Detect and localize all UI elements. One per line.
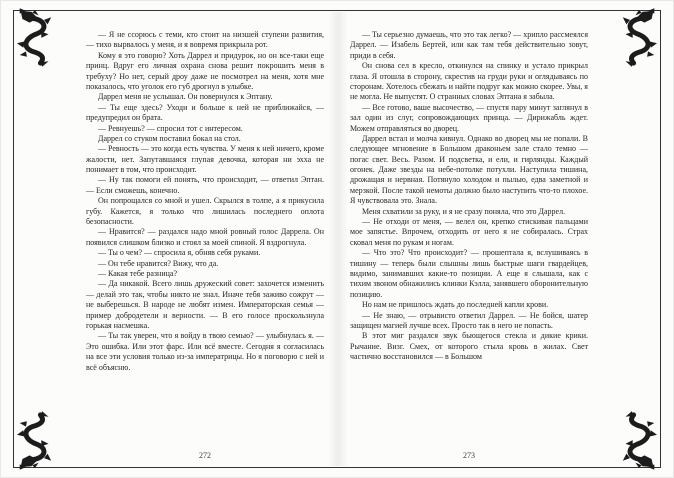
page-left xyxy=(86,30,324,460)
paragraph: В этот миг раздался звук бьющегося стекла и дикие крики. Рычание. Визг. Смех, от которого стыла кровь в жилах. Свет частично восстановился — в Большом xyxy=(350,331,588,362)
paragraph: — Ты о чем? — спросила я, обняв себя руками. xyxy=(98,248,261,258)
page-right-text xyxy=(350,30,588,446)
paragraph: Но нам не пришлось ждать до последней капли крови. xyxy=(362,300,549,310)
paragraph: — Ты серьезно думаешь, что это так легко? — хрипло рассмеялся Даррел. — Изабель Бертей, или как там тебя действительно зовут, приди в себя. xyxy=(350,30,588,60)
paragraph: — Ну так помоги ей понять, что происходит, — ответил Эптан. — Если сможешь, конечно. xyxy=(86,175,324,195)
dragon-ornament-top-left-icon xyxy=(17,7,53,67)
dragon-ornament-top-right-icon xyxy=(621,7,657,67)
paragraph: — Нравится? — раздался надо мной ровный голос Даррела. Он появился слишком близко и стоял за моей спиной. Я вздрогнула. xyxy=(86,227,324,247)
paragraph: Кому я это говорю? Хоть Даррел и придурок, но он все-таки еще принц. Вдруг его личная охрана снова решит покрошить меня в требуху? Но нет, серый дроу даже не посмотрел на меня, хотя мне показалось, что уголок его губ дрогнул в улыбке. xyxy=(86,50,324,91)
paragraph: — Ревность — это когда есть чувства. У меня к ней ничего, кроме жалости, нет. Запутавшаяся глупая девочка, которая ни эхха не понимает в том, что происходит. xyxy=(86,144,324,175)
paragraph: — Ревнуешь? — спросил тот с интересом. xyxy=(98,123,243,133)
paragraph: Даррел со стуком поставил бокал на стол. xyxy=(98,133,241,143)
paragraph: — Он тебе нравится? Вижу, что да. xyxy=(98,258,219,268)
dragon-ornament-bottom-left-icon xyxy=(17,411,53,471)
page-gutter xyxy=(328,12,348,466)
paragraph: Даррел встал и молча кивнул. Однако во дворец мы не попали. В следующее мгновение в Большом драконьем зале стало темно — погас свет. Весь. Разом. И подсветка, и ели, и гирлянды. Каждый огонек. Даже звезды на небе-потолке потухли. Наступила тишина, дрожащая и нервная. Потянуло холодом и пылью, едва заметной и мерзкой. После такой немоты должно было наступить что-то плохое. Я чувствовала это. Знала. xyxy=(350,133,588,206)
paragraph: — Все готово, ваше высочество, — спустя пару минут заглянул в зал один из слуг, сопровождающих принца. — Дирижабль ждет. Можем отправляться во дворец. xyxy=(350,102,588,133)
paragraph: — Ты так уверен, что я войду в твою семью? — улыбнулась я. — Это ошибка. Или этот фарс. Или всё вместе. Сегодня я согласилась на все эти условия только из-за императрицы. Но я поговорю с ней и всё объясню. xyxy=(86,331,324,372)
paragraph: — Какая тебе разница? xyxy=(98,268,177,278)
paragraph: — Что это? Что происходит? — прошептала я, вслушиваясь в тишину — теперь были слышны лишь быстрые шаги гвардейцев, видимо, занимавших какие-то позиции. А еще я слышала, как с тихим звоном обнажились клинки Кэлла, занявшего оборонительную позицию. xyxy=(350,248,588,299)
page-right xyxy=(350,30,588,460)
paragraph: — Не отходи от меня, — велел он, крепко стискивая пальцами мое запястье. Впрочем, отходить от него я не собиралась. Страх сковал меня по рукам и ногам. xyxy=(350,217,588,247)
paragraph: — Ты еще здесь? Уходи и больше к ней не приближайся, — предупредил он брата. xyxy=(86,102,324,123)
paragraph: Меня схватили за руку, и я не сразу поняла, что это Даррел. xyxy=(362,206,566,216)
paragraph: Он попрощался со мной и ушел. Скрылся в толпе, а я прикусила губу. Кажется, я только что лишилась последнего оплота безопасности. xyxy=(86,196,324,227)
paragraph: — Я не ссорюсь с теми, кто стоит на низшей ступени развития, — тихо вырвалось у меня, и я вовремя прикрыла рот. xyxy=(86,30,324,50)
dragon-ornament-bottom-right-icon xyxy=(621,411,657,471)
page-left-text xyxy=(86,30,324,446)
paragraph: — Да никакой. Всего лишь дружеский совет: захочется изменить — делай это так, чтобы никто не знал. Иначе тебя заживо сожрут — не выберешься. В народе не любят измен. Императорская семья — пример добродетели и верности. — В его голосе проскользнула горькая насмешка. xyxy=(86,279,324,330)
page-number-right: 273 xyxy=(463,451,475,460)
paragraph: — Не знаю, — отрывисто ответил Даррел. — Не бойся, шатер защищен магией лучше всех. Просто так в него не попасть. xyxy=(350,310,588,330)
paragraph: Он снова сел в кресло, откинулся на спинку и устало прикрыл глаза. Я отошла в сторону, скрестив на груди руки и оглядываясь по сторонам. Хотелось сбежать и найти подруг как можно скорее. Увы, я не могла. Не выпустят. О странных словах Эптана я забыла. xyxy=(350,61,588,102)
paragraph: Даррел меня не услышал. Он повернулся к Эптану. xyxy=(98,92,273,102)
page-number-left: 272 xyxy=(199,451,211,460)
